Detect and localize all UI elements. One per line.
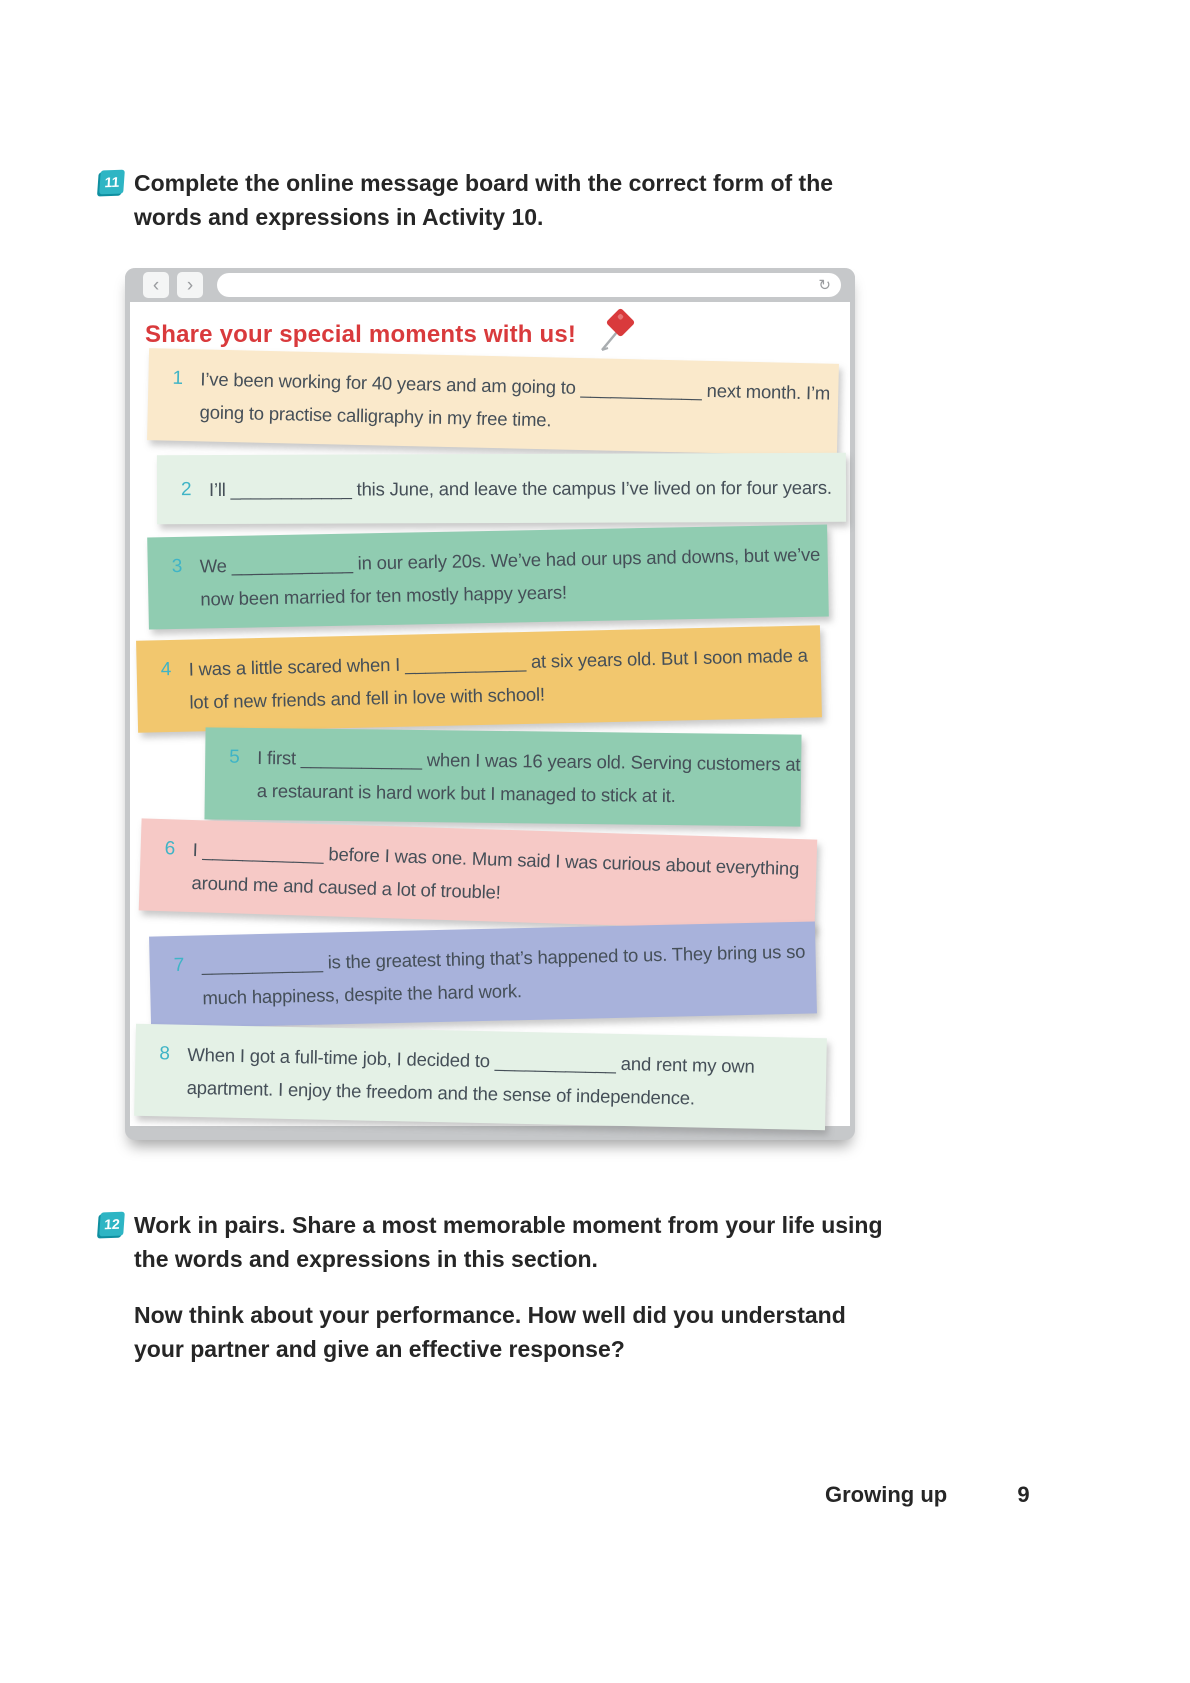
- note-text: When I got a full-time job, I decided to ____________ and rent my own: [187, 1043, 755, 1077]
- page-footer: [825, 1482, 1030, 1508]
- board-title: Share your special moments with us!: [145, 321, 577, 348]
- refresh-icon[interactable]: ↻: [818, 276, 831, 294]
- instruction-line: Complete the online message board with the correct form of the: [134, 170, 834, 196]
- activity-11-instruction: [134, 166, 1190, 234]
- page-number: 9: [1017, 1482, 1030, 1507]
- note-text: I first ____________ when I was 16 years old. Serving customers at: [257, 746, 801, 775]
- note-text: now been married for ten mostly happy years!: [200, 581, 568, 610]
- note-text: going to practise calligraphy in my free time.: [199, 401, 552, 431]
- note-number: 2: [180, 479, 192, 501]
- message-board: [130, 316, 850, 1123]
- note-text: lot of new friends and fell in love with school!: [189, 683, 546, 713]
- note-number: 6: [164, 838, 176, 860]
- chevron-left-icon: ‹: [152, 274, 160, 296]
- address-bar[interactable]: [217, 273, 841, 297]
- instruction-line: words and expressions in Activity 10.: [134, 204, 544, 230]
- note-text: around me and caused a lot of trouble!: [191, 872, 501, 903]
- back-button[interactable]: [143, 272, 169, 298]
- note-text: I was a little scared when I ____________ at six years old. But I soon made a: [188, 644, 808, 680]
- note-text: ____________ is the greatest thing that’s happened to us. They bring us so: [201, 940, 806, 976]
- activity-12-number-badge: 12: [99, 1212, 125, 1237]
- chevron-right-icon: ›: [186, 274, 194, 296]
- section-title: Growing up: [825, 1482, 948, 1507]
- sticky-note-4: [136, 625, 822, 732]
- sticky-note-6: [139, 818, 818, 931]
- note-text: I’ll ____________ this June, and leave the campus I’ve lived on for four years.: [208, 476, 832, 501]
- board-header: [145, 316, 850, 354]
- note-text: We ____________ in our early 20s. We’ve had our ups and downs, but we’ve: [199, 543, 821, 577]
- sticky-note-8: [134, 1024, 827, 1130]
- note-text: a restaurant is hard work but I managed to stick at it.: [256, 779, 676, 807]
- sticky-note-3: [147, 524, 829, 629]
- sticky-note-7: [149, 921, 817, 1028]
- instruction-line: the words and expressions in this section.: [134, 1246, 598, 1272]
- note-text: much happiness, despite the hard work.: [202, 980, 523, 1009]
- sticky-note-5: [204, 727, 801, 826]
- instruction-line: Work in pairs. Share a most memorable moment from your life using: [134, 1212, 883, 1238]
- note-number: 7: [173, 954, 185, 977]
- note-text: I’ve been working for 40 years and am going to ____________ next month. I’m: [200, 368, 831, 404]
- note-text: apartment. I enjoy the freedom and the sense of independence.: [186, 1076, 696, 1109]
- activity-12: [100, 1208, 1190, 1276]
- sticky-note-1: [147, 348, 839, 456]
- note-number: 5: [229, 746, 240, 768]
- activity-11-number-badge: 11: [99, 170, 125, 195]
- reflection-paragraph: [134, 1298, 1190, 1366]
- activity-12-instruction: [134, 1208, 1190, 1276]
- pushpin-icon: [594, 308, 640, 354]
- reflection-line: your partner and give an effective response?: [134, 1336, 625, 1362]
- activity-11: [100, 166, 1190, 234]
- sticky-note-2: [157, 453, 846, 524]
- forward-button[interactable]: [177, 272, 203, 298]
- browser-toolbar: [125, 268, 855, 302]
- note-text: I ____________ before I was one. Mum said I was curious about everything: [192, 839, 800, 880]
- note-number: 1: [172, 367, 184, 389]
- note-number: 4: [160, 658, 172, 681]
- note-number: 8: [159, 1043, 171, 1065]
- reflection-line: Now think about your performance. How well did you understand: [134, 1302, 846, 1328]
- browser-window: [125, 268, 855, 1140]
- note-number: 3: [171, 555, 183, 578]
